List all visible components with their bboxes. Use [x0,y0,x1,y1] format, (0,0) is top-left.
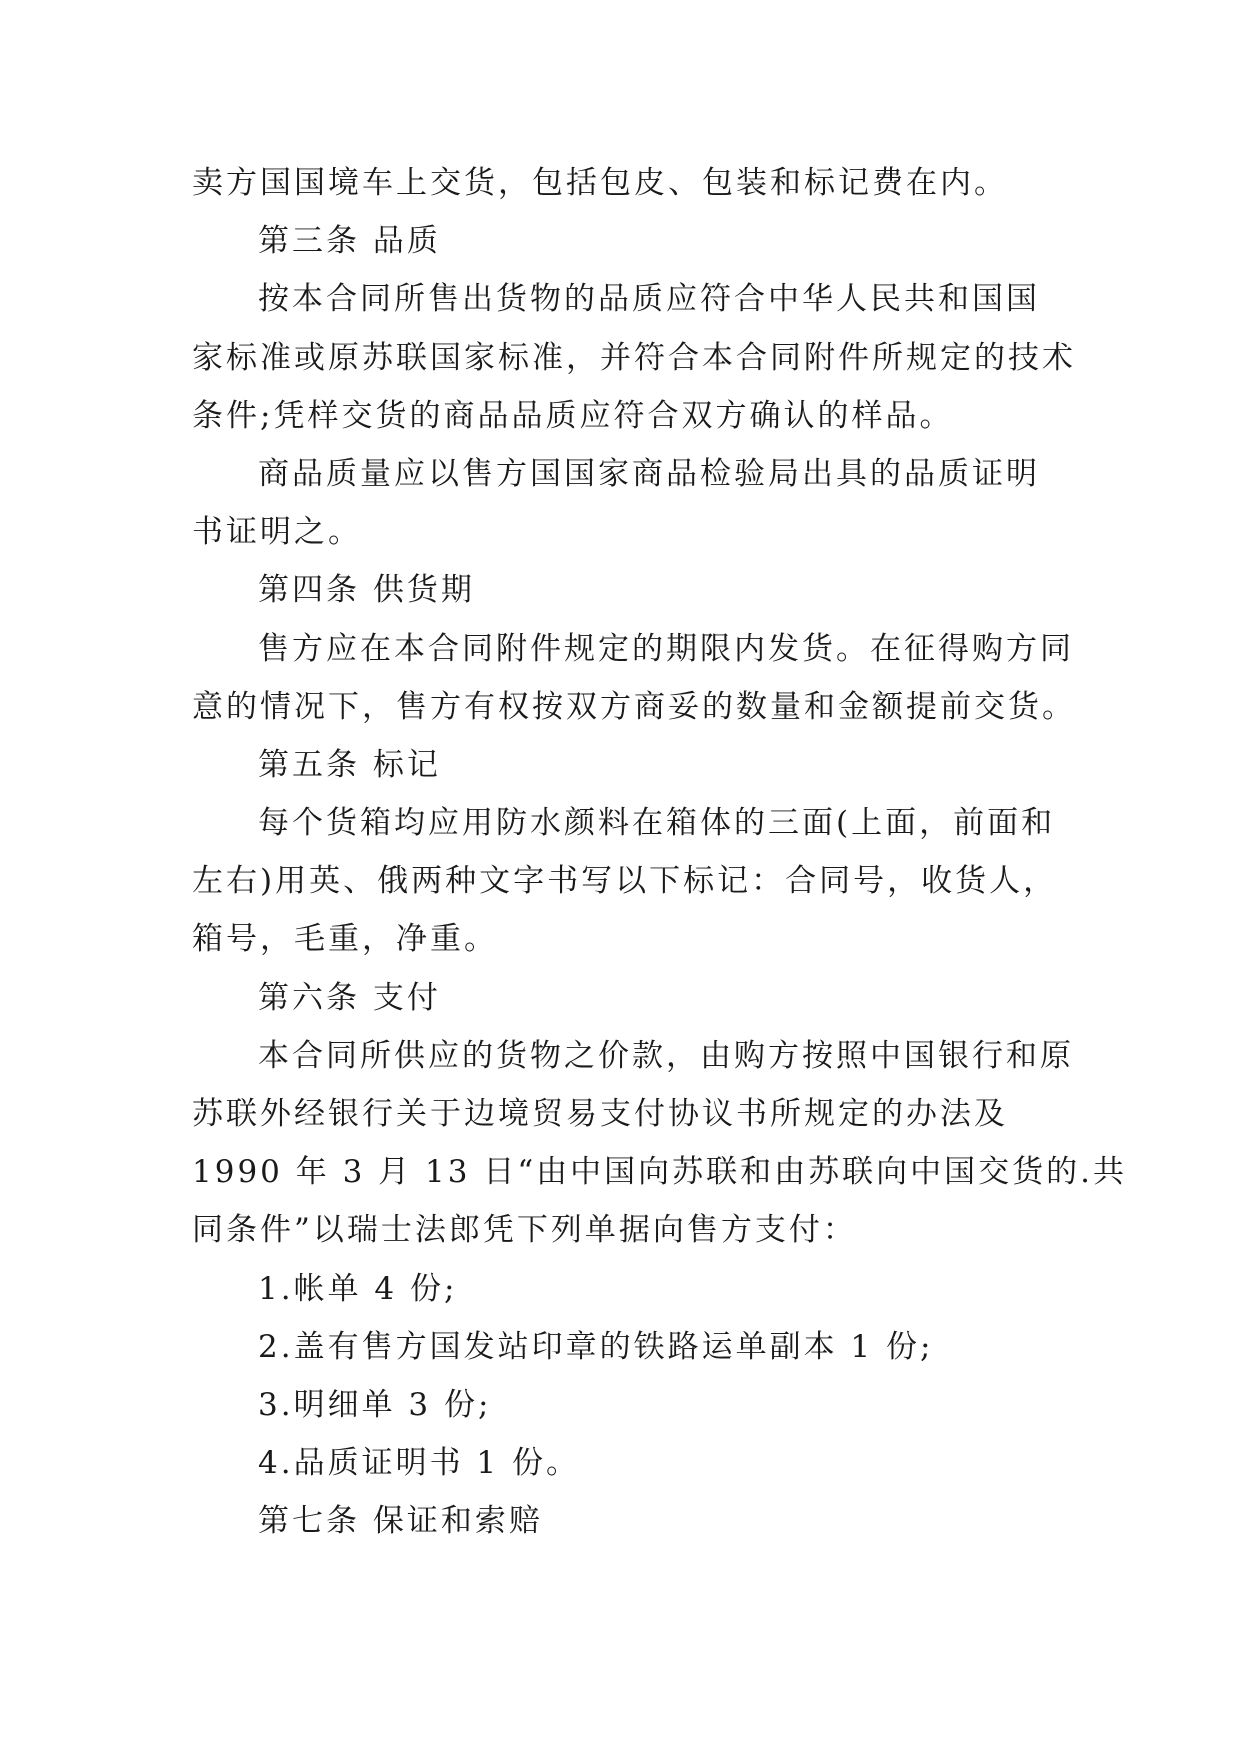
text-line: 第三条 品质 [258,223,441,260]
text-line: 3.明细单 3 份; [258,1386,492,1423]
text-line: 4.品质证明书 1 份。 [258,1445,581,1482]
text-line: 售方应在本合同附件规定的期限内发货。在征得购方同 [258,630,1074,667]
text-line: 按本合同所售出货物的品质应符合中华人民共和国国 [258,281,1040,318]
text-line: 箱号，毛重，净重。 [192,921,498,958]
text-line: 第七条 保证和索赔 [258,1503,543,1540]
text-line: 每个货箱均应用防水颜料在箱体的三面(上面，前面和 [258,805,1056,842]
text-line: 2.盖有售方国发站印章的铁路运单副本 1 份; [258,1328,934,1365]
text-line: 家标准或原苏联国家标准，并符合本合同附件所规定的技术 [192,339,1076,376]
text-line: 条件;凭样交货的商品品质应符合双方确认的样品。 [192,397,954,434]
text-line: 1990 年 3 月 13 日“由中国向苏联和由苏联向中国交货的.共 [192,1154,1128,1191]
text-line: 苏联外经银行关于边境贸易支付协议书所规定的办法及 [192,1096,1008,1132]
text-line: 第六条 支付 [258,979,441,1016]
text-line: 卖方国国境车上交货，包括包皮、包装和标记费在内。 [192,165,1008,201]
text-line: 第五条 标记 [258,746,441,783]
text-line: 意的情况下，售方有权按双方商妥的数量和金额提前交货。 [192,688,1076,725]
text-line: 1.帐单 4 份; [258,1270,458,1307]
text-line: 商品质量应以售方国国家商品检验局出具的品质证明 [258,455,1040,492]
text-line: 左右)用英、俄两种文字书写以下标记：合同号，收货人， [192,863,1058,900]
text-line: 本合同所供应的货物之价款，由购方按照中国银行和原 [258,1037,1074,1074]
document-body [192,162,1128,1559]
text-line: 第四条 供货期 [258,572,475,609]
text-line: 同条件”以瑞士法郎凭下列单据向售方支付： [192,1212,857,1249]
text-line: 书证明之。 [192,514,362,551]
